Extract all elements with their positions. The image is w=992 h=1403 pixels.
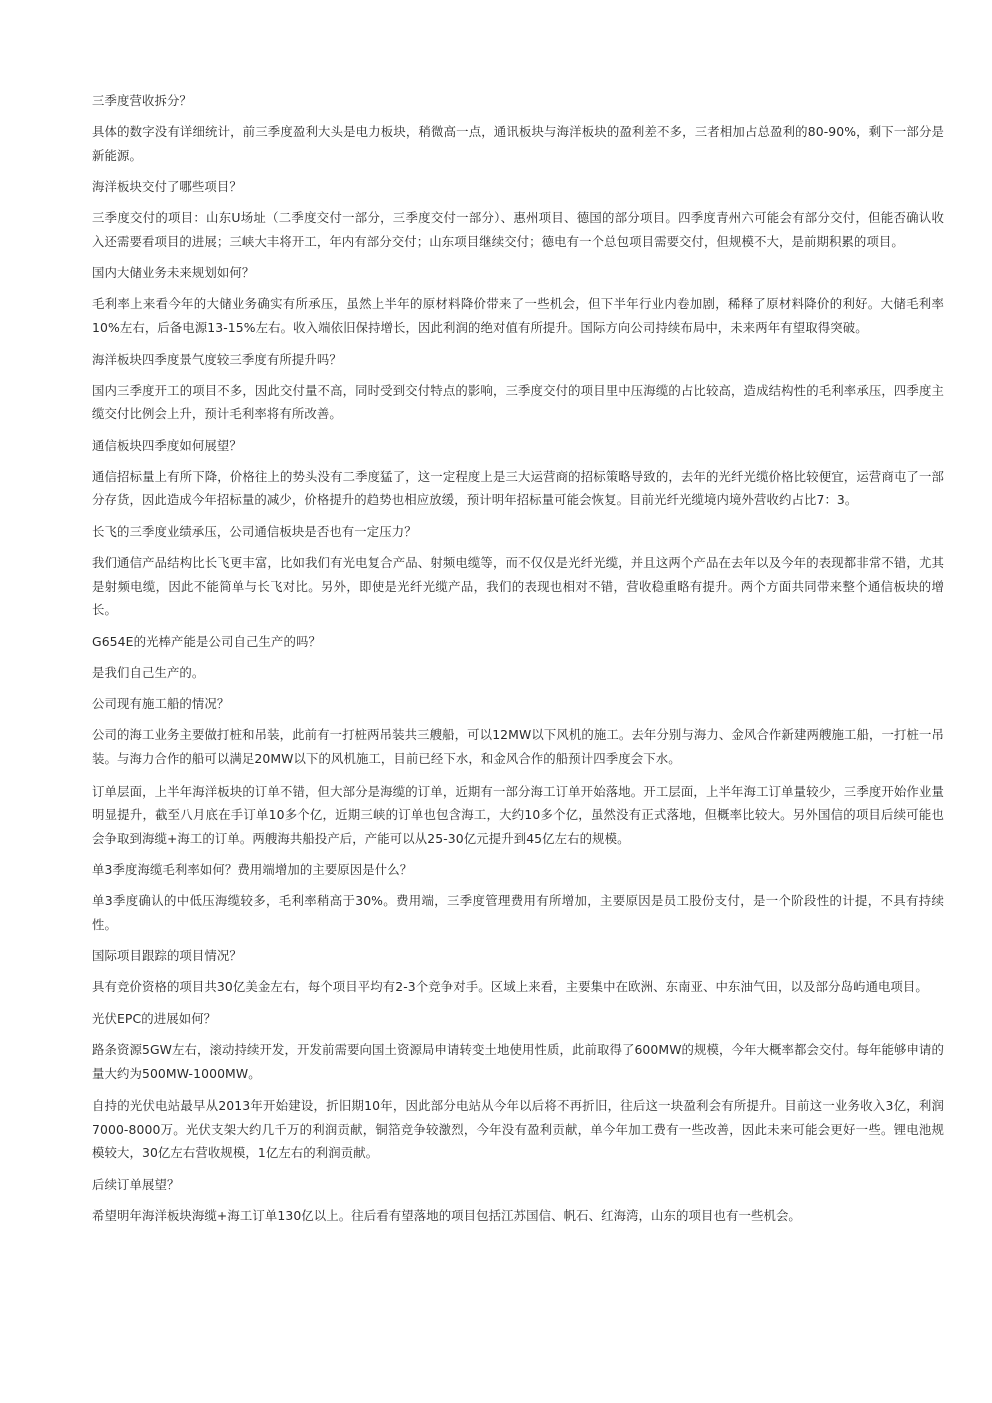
- answer-paragraph: 订单层面，上半年海洋板块的订单不错，但大部分是海缆的订单，近期有一部分海工订单开始落地。开工层面，上半年海工订单量较少，三季度开始作业量明显提升，截至八月底在手订单10多个亿，近期三峡的订单也包含海工，大约10多个亿，虽然没有正式落地，但概率比较大。另外国信的项目后续可能也会争取到海缆+海工的订单。两艘海共船投产后，产能可以从25-30亿元提升到45亿左右的规模。: [92, 783, 944, 846]
- question-heading: 光伏EPC的进展如何？: [92, 1011, 217, 1027]
- question-heading: 国际项目跟踪的项目情况？: [92, 948, 242, 964]
- answer-paragraph: 自持的光伏电站最早从2013年开始建设，折旧期10年，因此部分电站从今年以后将不再折旧，往后这一块盈利会有所提升。目前这一业务收入3亿，利润7000-8000万。光伏支架大约几千万的利润贡献，铜箔竞争较激烈，今年没有盈利贡献，单今年加工费有一些改善，因此未来可能会更好一些。锂电池规模较大，30亿左右营收规模，1亿左右的利润贡献。: [92, 1098, 944, 1161]
- answer-paragraph: 国内三季度开工的项目不多，因此交付量不高，同时受到交付特点的影响，三季度交付的项目里中压海缆的占比较高，造成结构性的毛利率承压，四季度主缆交付比例会上升，预计毛利率将有所改善。: [92, 382, 944, 422]
- question-heading: 海洋板块交付了哪些项目？: [92, 179, 242, 195]
- answer-paragraph: 公司的海工业务主要做打桩和吊装，此前有一打桩两吊装共三艘船，可以12MW以下风机的施工。去年分别与海力、金风合作新建两艘施工船，一打桩一吊装。与海力合作的船可以满足20MW以下的风机施工，目前已经下水，和金风合作的船预计四季度会下水。: [92, 727, 944, 766]
- question-heading: 海洋板块四季度景气度较三季度有所提升吗？: [92, 351, 342, 367]
- question-heading: 国内大储业务未来规划如何？: [92, 265, 255, 281]
- question-heading: G654E的光棒产能是公司自己生产的吗？: [92, 633, 321, 649]
- question-heading: 单3季度海缆毛利率如何？费用端增加的主要原因是什么？: [92, 862, 413, 878]
- answer-paragraph: 具有竞价资格的项目共30亿美金左右，每个项目平均有2-3个竞争对手。区域上来看，主要集中在欧洲、东南亚、中东油气田，以及部分岛屿通电项目。: [92, 979, 928, 995]
- question-heading: 通信板块四季度如何展望？: [92, 437, 242, 453]
- question-heading: 公司现有施工船的情况？: [92, 696, 230, 712]
- answer-paragraph: 通信招标量上有所下降，价格往上的势头没有二季度猛了，这一定程度上是三大运营商的招标策略导致的，去年的光纤光缆价格比较便宜，运营商屯了一部分存货，因此造成今年招标量的减少，价格提升的趋势也相应放缓，预计明年招标量可能会恢复。目前光纤光缆境内境外营收约占比7：3。: [92, 468, 944, 508]
- answer-paragraph: 具体的数字没有详细统计，前三季度盈利大头是电力板块，稍微高一点，通讯板块与海洋板块的盈利差不多，三者相加占总盈利的80-90%，剩下一部分是新能源。: [92, 124, 944, 163]
- question-heading: 三季度营收拆分？: [92, 93, 192, 108]
- answer-paragraph: 我们通信产品结构比长飞更丰富，比如我们有光电复合产品、射频电缆等，而不仅仅是光纤光缆，并且这两个产品在去年以及今年的表现都非常不错，尤其是射频电缆，因此不能简单与长飞对比。另外，即使是光纤光缆产品，我们的表现也相对不错，营收稳重略有提升。两个方面共同带来整个通信板块的增长。: [92, 554, 944, 618]
- answer-paragraph: 三季度交付的项目：山东U场址（二季度交付一部分，三季度交付一部分）、惠州项目、德国的部分项目。四季度青州六可能会有部分交付，但能否确认收入还需要看项目的进展；三峡大丰将开工，年内有部分交付；山东项目继续交付；德电有一个总包项目需要交付，但规模不大，是前期积累的项目。: [92, 210, 944, 249]
- question-heading: 长飞的三季度业绩承压，公司通信板块是否也有一定压力？: [92, 523, 417, 539]
- answer-paragraph: 是我们自己生产的。: [92, 664, 205, 680]
- document-body: [92, 90, 944, 1237]
- answer-paragraph: 单3季度确认的中低压海缆较多，毛利率稍高于30%。费用端，三季度管理费用有所增加，主要原因是员工股份支付，是一个阶段性的计提，不具有持续性。: [92, 893, 944, 932]
- answer-paragraph: 路条资源5GW左右，滚动持续开发，开发前需要向国土资源局申请转变土地使用性质，此前取得了600MW的规模，今年大概率都会交付。每年能够申请的量大约为500MW-1000MW。: [92, 1042, 944, 1081]
- question-heading: 后续订单展望？: [92, 1177, 180, 1193]
- answer-paragraph: 毛利率上来看今年的大储业务确实有所承压，虽然上半年的原材料降价带来了一些机会，但下半年行业内卷加剧，稀释了原材料降价的利好。大储毛利率10%左右，后备电源13-15%左右。收入端依旧保持增长，因此利润的绝对值有所提升。国际方向公司持续布局中，未来两年有望取得突破。: [92, 296, 944, 335]
- answer-paragraph: 希望明年海洋板块海缆+海工订单130亿以上。往后看有望落地的项目包括江苏国信、帆石、红海湾，山东的项目也有一些机会。: [92, 1208, 801, 1224]
